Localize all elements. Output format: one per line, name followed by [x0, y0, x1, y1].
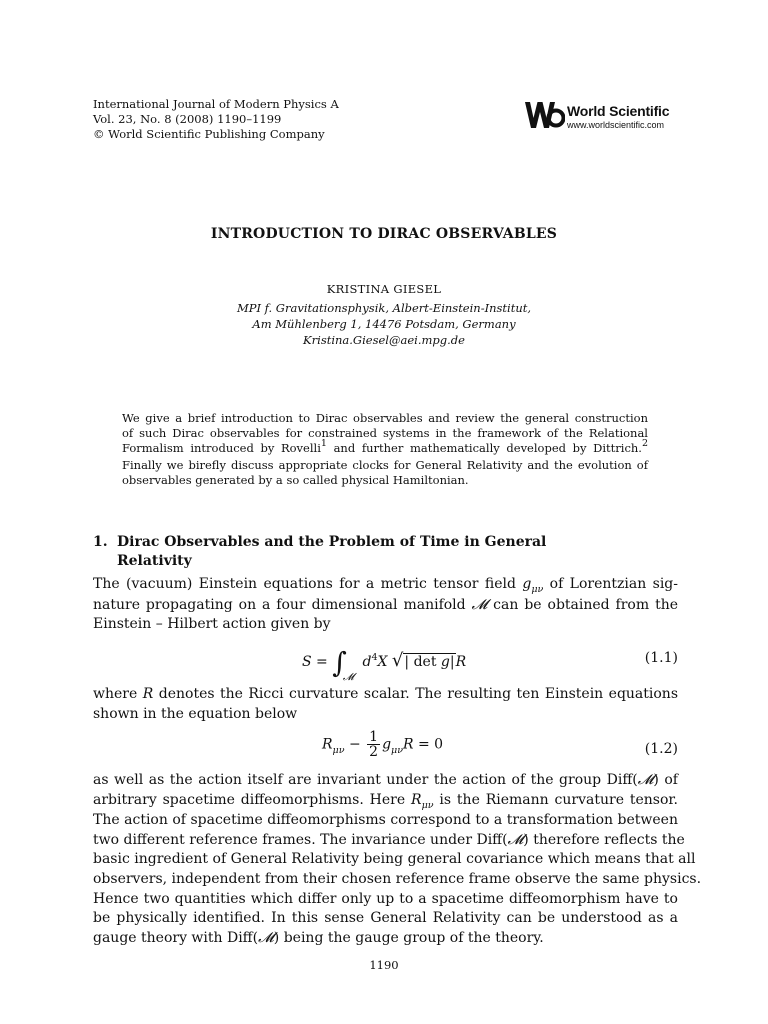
publisher-logo — [523, 98, 683, 134]
equation-number: (1.2) — [644, 741, 678, 757]
paragraph-2: where R denotes the Ricci curvature scalar. The resulting ten Einstein equations shown in the equation below — [93, 686, 678, 722]
journal-copyright: © World Scientific Publishing Company — [93, 127, 325, 141]
abstract-line: observables generated by a so called physical Hamiltonian. — [122, 472, 469, 487]
journal-name: International Journal of Modern Physics A — [93, 97, 339, 111]
section-title-line-1: Dirac Observables and the Problem of Time in General — [117, 534, 547, 550]
section-heading — [93, 533, 546, 571]
affiliation-line-2: Am Mühlenberg 1, 14476 Potsdam, Germany — [252, 317, 516, 331]
author-name: KRISTINA GIESEL — [326, 282, 442, 296]
affiliation-line-1: MPI f. Gravitationsphysik, Albert-Einstein-Institut, — [236, 301, 532, 315]
equation-1-2: $R_{\mu\nu}$ − $\frac{1}{2}$ $g_{\mu\nu}R = 0$ — [322, 729, 444, 760]
journal-header — [93, 97, 339, 142]
author-affiliation — [0, 300, 768, 348]
journal-volume: Vol. 23, No. 8 (2008) 1190–1199 — [93, 112, 282, 126]
logo-name: World Scientific — [567, 103, 670, 119]
paper-title: INTRODUCTION TO DIRAC OBSERVABLES — [210, 226, 558, 242]
equation-number: (1.1) — [644, 650, 678, 666]
abstract-line: Formalism introduced by Rovelli$^1$ and further mathematically developed by Dittrich.$^2$ — [122, 438, 648, 456]
page-number: 1190 — [369, 958, 399, 972]
equation-1-1: $S = \int_𝓜$ $d^4X$ √| det g|R — [302, 646, 467, 683]
abstract-line: of such Dirac observables for constrained systems in the framework of the Relational — [122, 426, 648, 441]
section-number: 1. — [93, 534, 108, 550]
abstract-line: Finally we birefly discuss appropriate clocks for General Relativity and the evolution of — [122, 457, 648, 472]
citation-ref: 2 — [641, 438, 648, 450]
paragraph-3: as well as the action itself are invariant under the action of the group Diff(𝓜) of arbitrary spacetime diffeomorphisms. Here $R_{\mu\nu}$ is the Riemann curvature tensor. The action of spacetime diffeomorphisms correspond to a transformation between two different reference frames. The invariance under Diff(𝓜) therefore reflects the basic ingredient of General Relativity being general covariance which means that all observers, independent from their chosen reference frame observe the same physics. Hence two quantities which differ only up to a spacetime diffeomorphism have to be physically identified. In this sense General Relativity can be understood as a gauge theory with Diff(𝓜) being the gauge group of the theory. — [93, 772, 702, 946]
world-scientific-logo-icon — [523, 98, 565, 132]
citation-ref: 1 — [320, 438, 327, 450]
abstract — [122, 411, 648, 488]
author-email: Kristina.Giesel@aei.mpg.de — [303, 333, 465, 347]
paragraph-1: The (vacuum) Einstein equations for a metric tensor field $g_{\mu\nu}$ of Lorentzian sig- nature propagating on a four dimensional manifold 𝓜 can be obtained from the Einstein – Hilbert action given by — [93, 576, 678, 633]
section-title-line-2: Relativity — [117, 553, 192, 569]
abstract-line: We give a brief introduction to Dirac observables and review the general construction — [122, 411, 648, 425]
logo-url: www.worldscientific.com — [567, 120, 665, 130]
